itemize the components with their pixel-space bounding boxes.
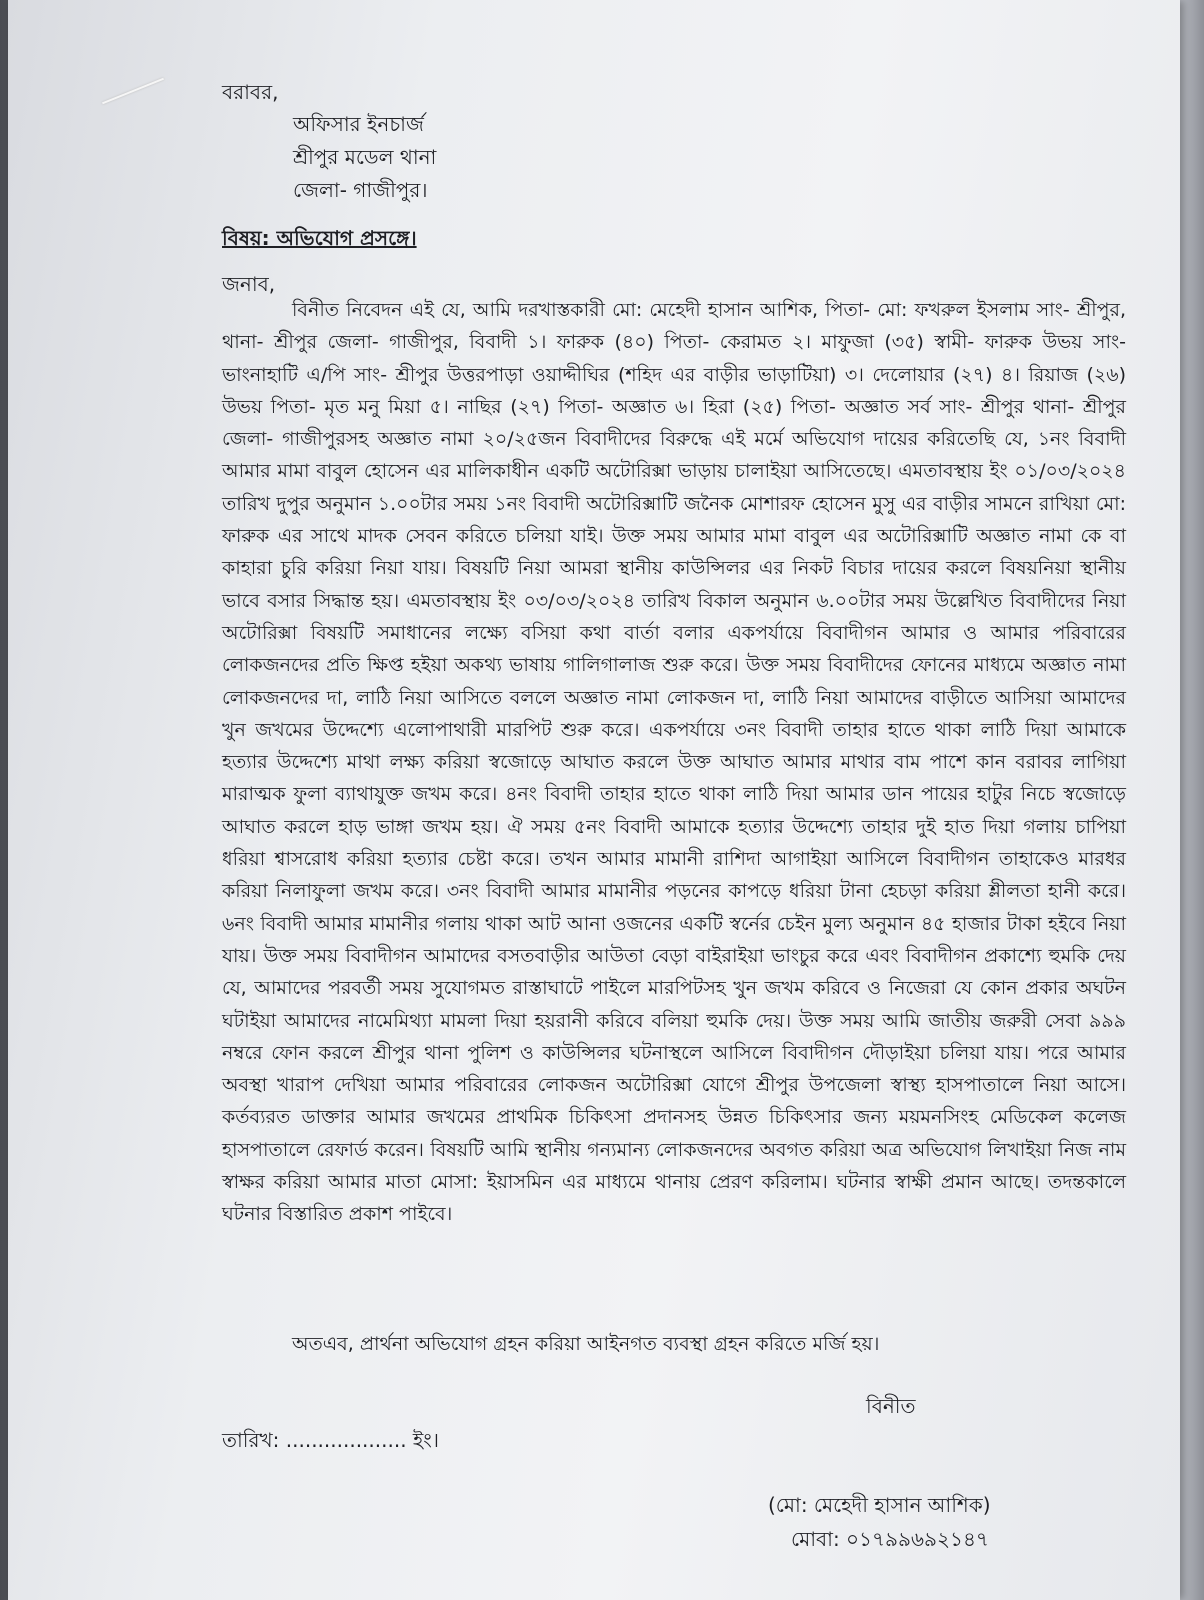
closing-request: অতএব, প্রার্থনা অভিযোগ গ্রহন করিয়া আইনগত ব্যবস্থা গ্রহন করিতে মর্জি হয়। bbox=[292, 1333, 880, 1355]
sender-name: (মো: মেহেদী হাসান আশিক) bbox=[768, 1493, 991, 1517]
paper-edge bbox=[1180, 0, 1204, 1600]
complaint-letter bbox=[8, 0, 1180, 1600]
date-line: তারিখ: ................... ইং। bbox=[222, 1428, 440, 1452]
to-label: বরাবর, bbox=[222, 80, 279, 104]
letter-body: বিনীত নিবেদন এই যে, আমি দরখাস্তকারী মো: মেহেদী হাসান আশিক, পিতা- মো: ফখরুল ইসলাম সাং- শ্রীপুর, থানা- শ্রীপুর জেলা- গাজীপুর, বিবাদী ১। ফারুক (৪০) পিতা- কেরামত ২। মাফুজা (৩৫) স্বামী- ফারুক উভয় সাং- ভাংনাহাটি এ/পি সাং- শ্রীপুর উত্তরপাড়া ওয়াদ্দীঘির (শহিদ এর বাড়ীর ভাড়াটিয়া) ৩। দেলোয়ার (২৭) ৪। রিয়াজ (২৬) উভয় পিতা- মৃত মনু মিয়া ৫। নাছির (২৭) পিতা- অজ্ঞাত ৬। হিরা (২৫) পিতা- অজ্ঞাত সর্ব সাং- শ্রীপুর থানা- শ্রীপুর জেলা- গাজীপুরসহ অজ্ঞাত নামা ২০/২৫জন বিবাদীদের বিরুদ্ধে এই মর্মে অভিযোগ দায়ের করিতেছি যে, ১নং বিবাদী আমার মামা বাবুল হোসেন এর মালিকাধীন একটি অটোরিক্সা ভাড়ায় চালাইয়া আসিতেছে। এমতাবস্থায় ইং ০১/০৩/২০২৪ তারিখ দুপুর অনুমান ১.০০টার সময় ১নং বিবাদী অটোরিক্সাটি জনৈক মোশারফ হোসেন মুসু এর বাড়ীর সামনে রাখিয়া মো: ফারুক এর সাথে মাদক সেবন করিতে চলিয়া যাই। উক্ত সময় আমার মামা বাবুল এর অটোরিক্সাটি অজ্ঞাত নামা কে বা কাহারা চুরি করিয়া নিয়া যায়। বিষয়টি নিয়া আমরা স্থানীয় কাউন্সিলর এর নিকট বিচার দায়ের করলে বিষয়নিয়া স্থানীয় ভাবে বসার সিদ্ধান্ত হয়। এমতাবস্থায় ইং ০৩/০৩/২০২৪ তারিখ বিকাল অনুমান ৬.০০টার সময় উল্লেখিত বিবাদীদের নিয়া অটোরিক্সা বিষয়টি সমাধানের লক্ষ্যে বসিয়া কথা বার্তা বলার একপর্যায়ে বিবাদীগন আমার ও আমার পরিবারের লোকজনদের প্রতি ক্ষিপ্ত হইয়া অকথ্য ভাষায় গালিগালাজ শুরু করে। উক্ত সময় বিবাদীদের ফোনের মাধ্যমে অজ্ঞাত নামা লোকজনদের দা, লাঠি নিয়া আসিতে বললে অজ্ঞাত নামা লোকজন দা, লাঠি নিয়া আমাদের বাড়ীতে আসিয়া আমাদের খুন জখমের উদ্দেশ্যে এলোপাথারী মারপিট শুরু করে। একপর্যায়ে ৩নং বিবাদী তাহার হাতে থাকা লাঠি দিয়া আমাকে হত্যার উদ্দেশ্যে মাথা লক্ষ্য করিয়া স্বজোড়ে আঘাত করলে উক্ত আঘাত আমার মাথার বাম পাশে কান বরাবর লাগিয়া মারাত্মক ফুলা ব্যাথাযুক্ত জখম করে। ৪নং বিবাদী তাহার হাতে থাকা লাঠি দিয়া আমার ডান পায়ের হাটুর নিচে স্বজোড়ে আঘাত করলে হাড় ভাঙ্গা জখম হয়। ঐ সময় ৫নং বিবাদী আমাকে হত্যার উদ্দেশ্যে তাহার দুই হাত দিয়া গলায় চাপিয়া ধরিয়া শ্বাসরোধ করিয়া হত্যার চেষ্টা করে। তখন আমার মামানী রাশিদা আগাইয়া আসিলে বিবাদীগন তাহাকেও মারধর করিয়া নিলাফুলা জখম করে। ৩নং বিবাদী আমার মামানীর পড়নের কাপড়ে ধরিয়া টানা হেচড়া করিয়া শ্লীলতা হানী করে। ৬নং বিবাদী আমার মামানীর গলায় থাকা আট আনা ওজনের একটি স্বর্নের চেইন মুল্য অনুমান ৪৫ হাজার টাকা হইবে নিয়া যায়। উক্ত সময় বিবাদীগন আমাদের বসতবাড়ীর আউতা বেড়া বাইরাইয়া ভাংচুর করে এবং বিবাদীগন প্রকাশ্যে হুমকি দেয় যে, আমাদের পরবর্তী সময় সুযোগমত রাস্তাঘাটে পাইলে মারপিটসহ খুন জখম করিবে ও নিজেরা যে কোন প্রকার অঘটন ঘটাইয়া আমাদের নামেমিথ্যা মামলা দিয়া হয়রানী করিবে বলিয়া হুমকি দেয়। উক্ত সময় আমি জাতীয় জরুরী সেবা ৯৯৯ নম্বরে ফোন করলে শ্রীপুর থানা পুলিশ ও কাউন্সিলর ঘটনাস্থলে আসিলে বিবাদীগন দৌড়াইয়া চলিয়া যায়। পরে আমার অবস্থা খারাপ দেখিয়া আমার পরিবারের লোকজন অটোরিক্সা যোগে শ্রীপুর উপজেলা স্বাস্থ্য হাসপাতালে নিয়া আসে। কর্তব্যরত ডাক্তার আমার জখমের প্রাথমিক চিকিৎসা প্রদানসহ উন্নত চিকিৎসার জন্য ময়মনসিংহ মেডিকেল কলেজ হাসপাতালে রেফার্ড করেন। বিষয়টি আমি স্থানীয় গন্যমান্য লোকজনদের অবগত করিয়া অত্র অভিযোগ লিখাইয়া নিজ নাম স্বাক্ষর করিয়া আমার মাতা মোসা: ইয়াসমিন এর মাধ্যমে থানায় প্রেরণ করিলাম। ঘটনার স্বাক্ষী প্রমান আছে। তদন্তকালে ঘটনার বিস্তারিত প্রকাশ পাইবে। bbox=[222, 299, 1126, 1226]
recipient-title: অফিসার ইনচার্জ bbox=[293, 112, 424, 136]
sender-phone: মোবা: ০১৭৯৯৬৯২১৪৭ bbox=[791, 1527, 989, 1551]
recipient-station: শ্রীপুর মডেল থানা bbox=[293, 145, 437, 169]
sign-off: বিনীত bbox=[866, 1394, 916, 1418]
subject-line: বিষয়: অভিযোগ প্রসঙ্গে। bbox=[222, 226, 417, 250]
recipient-district: জেলা- গাজীপুর। bbox=[293, 178, 428, 202]
salutation: জনাব, bbox=[222, 272, 276, 296]
pen-mark bbox=[102, 78, 164, 105]
